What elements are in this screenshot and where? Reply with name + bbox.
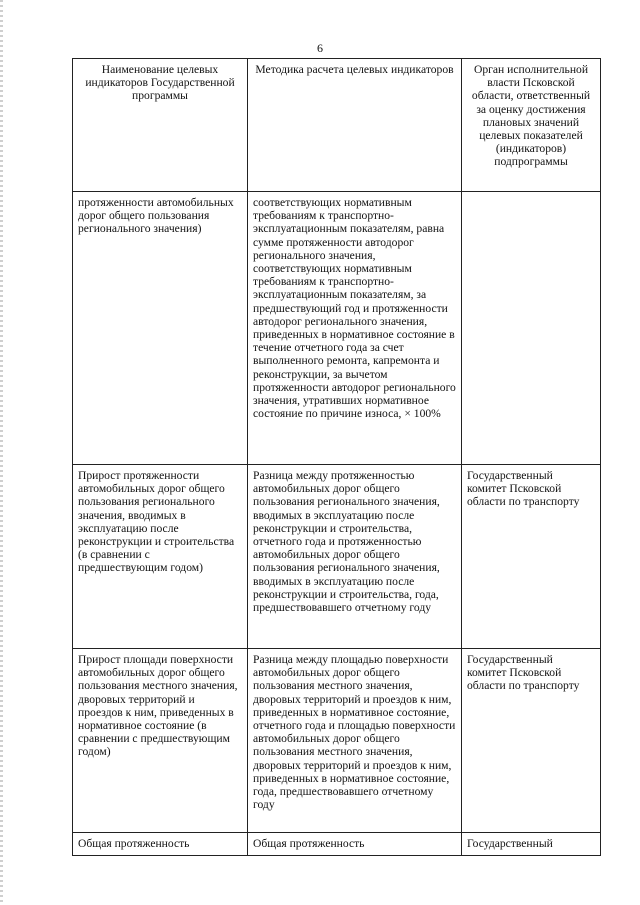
header-row (73, 59, 601, 192)
cell-calculation-method: Разница между площадью поверхности автомобильных дорог общего пользования местного значения, дворовых территорий и проездов к ним, приведенных в нормативное состояние, отчетного года и площадью поверхности автомобильных дорог общего пользования местного значения, дворовых территорий и проездов к ним, приведенных в нормативное состояние, года, предшествовавшего отчетному году (248, 649, 462, 833)
cell-indicator-name: протяженности автомобильных дорог общего пользования регионального значения) (73, 192, 248, 465)
scan-edge (0, 0, 3, 905)
table-header (73, 59, 601, 192)
cell-responsible-body: Государственный комитет Псковской области по транспорту (462, 465, 601, 649)
table-row (73, 649, 601, 833)
cell-indicator-name: Прирост площади поверхности автомобильных дорог общего пользования местного значения, дворовых территорий и проездов к ним, приведенных в нормативное состояние (в сравнении с предшествующим годом) (73, 649, 248, 833)
cell-responsible-body: Государственный (462, 833, 601, 856)
indicators-table (72, 58, 601, 856)
table-row (73, 833, 601, 856)
header-responsible-body: Орган исполнительной власти Псковской области, ответственный за оценку достижения плановых значений целевых показателей (индикаторов) подпрограммы (462, 59, 601, 192)
table-row (73, 465, 601, 649)
page-number: 6 (317, 41, 323, 55)
cell-responsible-body (462, 192, 601, 465)
cell-calculation-method: Разница между протяженностью автомобильных дорог общего пользования регионального значения, вводимых в эксплуатацию после реконструкции и строительства, отчетного года и протяженностью автомобильных дорог общего пользования регионального значения, вводимых в эксплуатацию после реконструкции и строительства, года, предшествовавшего отчетному году (248, 465, 462, 649)
cell-indicator-name: Прирост протяженности автомобильных дорог общего пользования регионального значения, вводимых в эксплуатацию после реконструкции и строительства (в сравнении с предшествующим годом) (73, 465, 248, 649)
cell-calculation-method: соответствующих нормативным требованиям к транспортно-эксплуатационным показателям, равна сумме протяженности автодорог регионального значения, соответствующих нормативным требованиям к транспортно-эксплуатационным показателям, за предшествующий год и протяженности автодорог регионального значения, приведенных в нормативное состояние в течение отчетного года за счет выполненного ремонта, капремонта и реконструкции, за вычетом протяженности автодорог регионального значения, утративших нормативное состояние по причине износа, × 100% (248, 192, 462, 465)
cell-calculation-method: Общая протяженность (248, 833, 462, 856)
header-calculation-method: Методика расчета целевых индикаторов (248, 59, 462, 192)
header-indicator-name: Наименование целевых индикаторов Государственной программы (73, 59, 248, 192)
cell-indicator-name: Общая протяженность (73, 833, 248, 856)
cell-responsible-body: Государственный комитет Псковской области по транспорту (462, 649, 601, 833)
table-row (73, 192, 601, 465)
